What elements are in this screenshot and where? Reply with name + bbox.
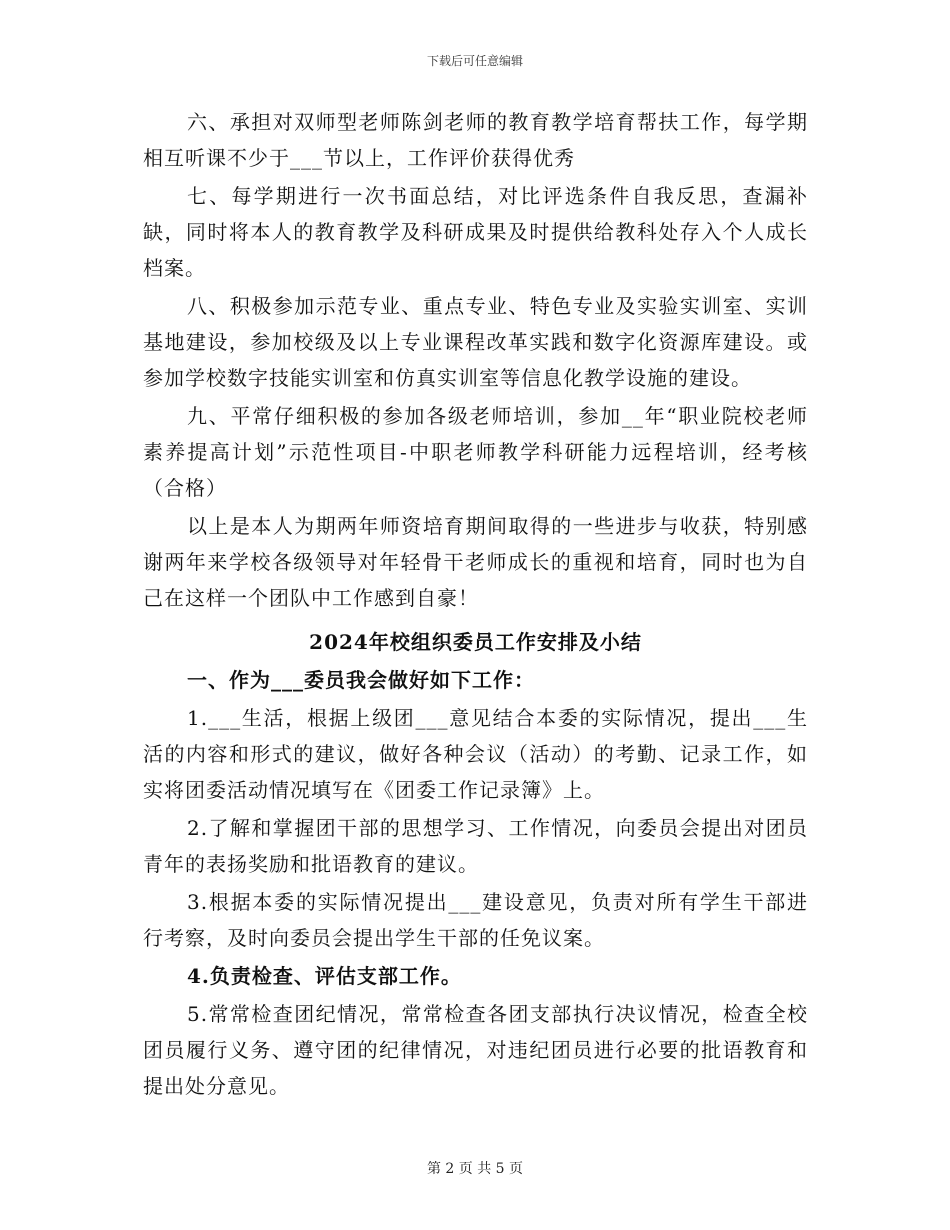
list-item-3: 3.根据本委的实际情况提出___建设意见，负责对所有学生干部进行考察，及时向委员会提出学生干部的任免议案。 [143,890,808,950]
list-item-1: 1.___生活，根据上级团___意见结合本委的实际情况，提出___生活的内容和形式的建议，做好各种会议（活动）的考勤、记录工作，如实将团委活动情况填写在《团委工作记录簿》上。 [143,706,808,802]
list-item-2: 2.了解和掌握团干部的思想学习、工作情况，向委员会提出对团员青年的表扬奖励和批语教育的建议。 [143,816,808,876]
document-body [143,104,808,1104]
section-heading-1: 一、作为___委员我会做好如下工作： [187,668,535,692]
section-title: 2024年校组织委员工作安排及小结 [309,630,642,654]
list-item-4: 4.负责检查、评估支部工作。 [187,964,462,988]
paragraph-item-7: 七、每学期进行一次书面总结，对比评选条件自我反思，查漏补缺，同时将本人的教育教学及科研成果及时提供给教科处存入个人成长档案。 [143,184,808,280]
paragraph-item-9: 九、平常仔细积极的参加各级老师培训，参加__年“职业院校老师素养提高计划”示范性项目-中职老师教学科研能力远程培训，经考核（合格） [143,404,808,500]
paragraph-summary: 以上是本人为期两年师资培育期间取得的一些进步与收获，特别感谢两年来学校各级领导对年轻骨干老师成长的重视和培育，同时也为自己在这样一个团队中工作感到自豪！ [143,514,808,610]
paragraph-item-6: 六、承担对双师型老师陈剑老师的教育教学培育帮扶工作，每学期相互听课不少于___节以上，工作评价获得优秀 [143,110,808,170]
page-header-note: 下载后可任意编辑 [426,54,523,68]
page-number-footer: 第 2 页 共 5 页 [426,1161,524,1177]
paragraph-item-8: 八、积极参加示范专业、重点专业、特色专业及实验实训室、实训基地建设，参加校级及以上专业课程改革实践和数字化资源库建设。或参加学校数字技能实训室和仿真实训室等信息化教学设施的建设。 [143,294,808,390]
list-item-5: 5.常常检查团纪情况，常常检查各团支部执行决议情况，检查全校团员履行义务、遵守团的纪律情况，对违纪团员进行必要的批语教育和提出处分意见。 [143,1002,808,1098]
